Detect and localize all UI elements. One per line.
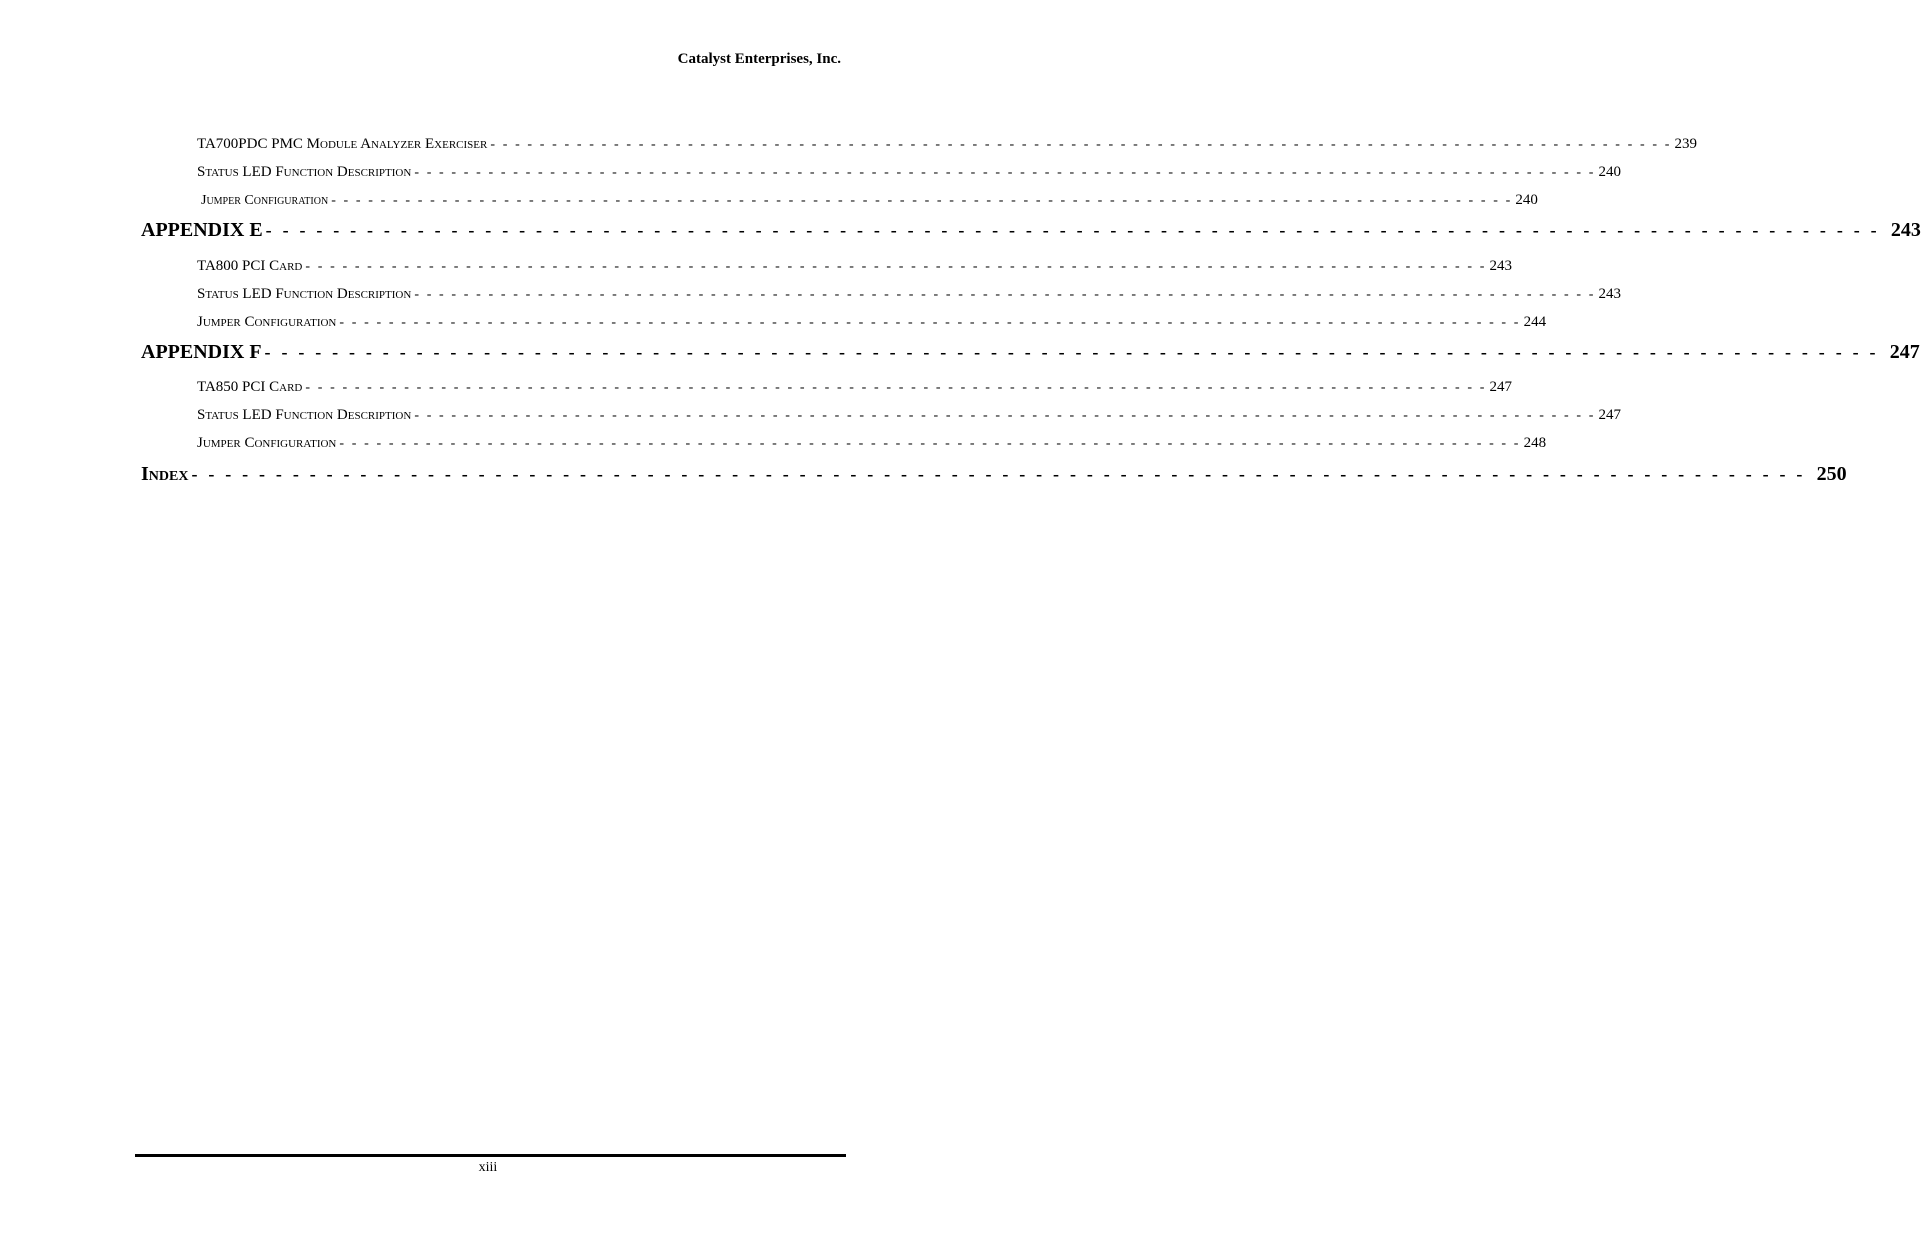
toc-entry-page: 244 [1523,314,1547,330]
toc-entry-page: 243 [1598,286,1621,302]
toc-entry-ta850[interactable] [197,379,1513,396]
toc-entry-jumper-config[interactable] [197,314,1547,331]
dot-leader: - - - - - - - - - - - - - - - - - - - - - - - - - - - - - - - - - - - - - - - - - - - - - - - - - - - - - - - - - - - - - - - - - - - - - - - - - - - - - - - - - - - - - - - - - - - - - - - - [305,380,1487,395]
toc-entry-title: Jumper Configuration [201,193,329,208]
page-number: xiii [478,1160,498,1175]
dot-leader: - - - - - - - - - - - - - - - - - - - - - - - - - - - - - - - - - - - - - - - - - - - - - - - - - - - - - - - - - - - - - - - - - - - - - - - - - - - - - - - - - - - - - - - - - - - - - - - - [414,165,1596,180]
toc-entry-ta700pdc[interactable] [197,136,1698,153]
toc-entry-page: 240 [1515,192,1538,208]
toc-entry-title: Status LED Function Description [197,286,412,302]
toc-entry-page: 248 [1523,435,1547,451]
toc-entry-page: 240 [1598,164,1621,180]
dot-leader: - - - - - - - - - - - - - - - - - - - - - - - - - - - - - - - - - - - - - - - - - - - - - - - - - - - - - - - - - - - - - - - - - - - - - - - - - - - - - - - - - - - - - - - - - - - - - - - - [264,342,1879,362]
toc-entry-ta800[interactable] [197,258,1513,275]
dot-leader: - - - - - - - - - - - - - - - - - - - - - - - - - - - - - - - - - - - - - - - - - - - - - - - - - - - - - - - - - - - - - - - - - - - - - - - - - - - - - - - - - - - - - - - - - - - - - - - - [490,137,1672,152]
toc-entry-index[interactable] [141,463,1847,486]
dot-leader: - - - - - - - - - - - - - - - - - - - - - - - - - - - - - - - - - - - - - - - - - - - - - - - - - - - - - - - - - - - - - - - - - - - - - - - - - - - - - - - - - - - - - - - - - - - - - - - - [305,259,1487,274]
dot-leader: - - - - - - - - - - - - - - - - - - - - - - - - - - - - - - - - - - - - - - - - - - - - - - - - - - - - - - - - - - - - - - - - - - - - - - - - - - - - - - - - - - - - - - - - - - - - - - - - [414,408,1596,423]
dot-leader: - - - - - - - - - - - - - - - - - - - - - - - - - - - - - - - - - - - - - - - - - - - - - - - - - - - - - - - - - - - - - - - - - - - - - - - - - - - - - - - - - - - - - - - - - - - - - - - - [339,315,1521,330]
toc-entry-title: APPENDIX F [141,341,262,363]
toc-entry-page: 243 [1489,258,1513,274]
toc-entry-status-led[interactable] [197,407,1621,424]
toc-entry-title: Index [141,463,189,485]
toc-entry-page: 239 [1674,136,1698,152]
toc-entry-page: 247 [1489,379,1513,395]
toc-entry-jumper-config[interactable] [197,435,1547,452]
dot-leader: - - - - - - - - - - - - - - - - - - - - - - - - - - - - - - - - - - - - - - - - - - - - - - - - - - - - - - - - - - - - - - - - - - - - - - - - - - - - - - - - - - - - - - - - - - - - - - - - [191,464,1806,484]
toc-entry-title: Status LED Function Description [197,164,412,180]
dot-leader: - - - - - - - - - - - - - - - - - - - - - - - - - - - - - - - - - - - - - - - - - - - - - - - - - - - - - - - - - - - - - - - - - - - - - - - - - - - - - - - - - - - - - - - - - - - - - - - - [331,193,1513,208]
toc-entry-status-led[interactable] [197,286,1621,303]
toc-entry-title: APPENDIX E [141,219,263,241]
toc-entry-title: Status LED Function Description [197,407,412,423]
toc-entry-title: TA700PDC PMC Module Analyzer Exerciser [197,136,488,152]
toc-entry-title: TA850 PCI Card [197,379,303,395]
toc-entry-page: 247 [1598,407,1621,423]
toc-entry-title: TA800 PCI Card [197,258,303,274]
toc-entry-page: 243 [1890,219,1921,241]
toc-entry-title: Jumper Configuration [197,435,337,451]
toc-entry-status-led[interactable] [197,164,1621,181]
toc-entry-page: 247 [1889,341,1920,363]
dot-leader: - - - - - - - - - - - - - - - - - - - - - - - - - - - - - - - - - - - - - - - - - - - - - - - - - - - - - - - - - - - - - - - - - - - - - - - - - - - - - - - - - - - - - - - - - - - - - - - - [339,436,1521,451]
toc-entry-page: 250 [1816,463,1847,485]
toc-entry-appendix-f[interactable] [141,341,1920,364]
toc-entry-title: Jumper Configuration [197,314,337,330]
footer-rule [135,1154,846,1157]
toc-entry-appendix-e[interactable] [141,219,1921,242]
toc-entry-jumper-config[interactable] [197,192,1538,209]
dot-leader: - - - - - - - - - - - - - - - - - - - - - - - - - - - - - - - - - - - - - - - - - - - - - - - - - - - - - - - - - - - - - - - - - - - - - - - - - - - - - - - - - - - - - - - - - - - - - - - - [414,287,1596,302]
dot-leader: - - - - - - - - - - - - - - - - - - - - - - - - - - - - - - - - - - - - - - - - - - - - - - - - - - - - - - - - - - - - - - - - - - - - - - - - - - - - - - - - - - - - - - - - - - - - - - - - [265,220,1880,240]
running-header: Catalyst Enterprises, Inc. [677,51,841,67]
